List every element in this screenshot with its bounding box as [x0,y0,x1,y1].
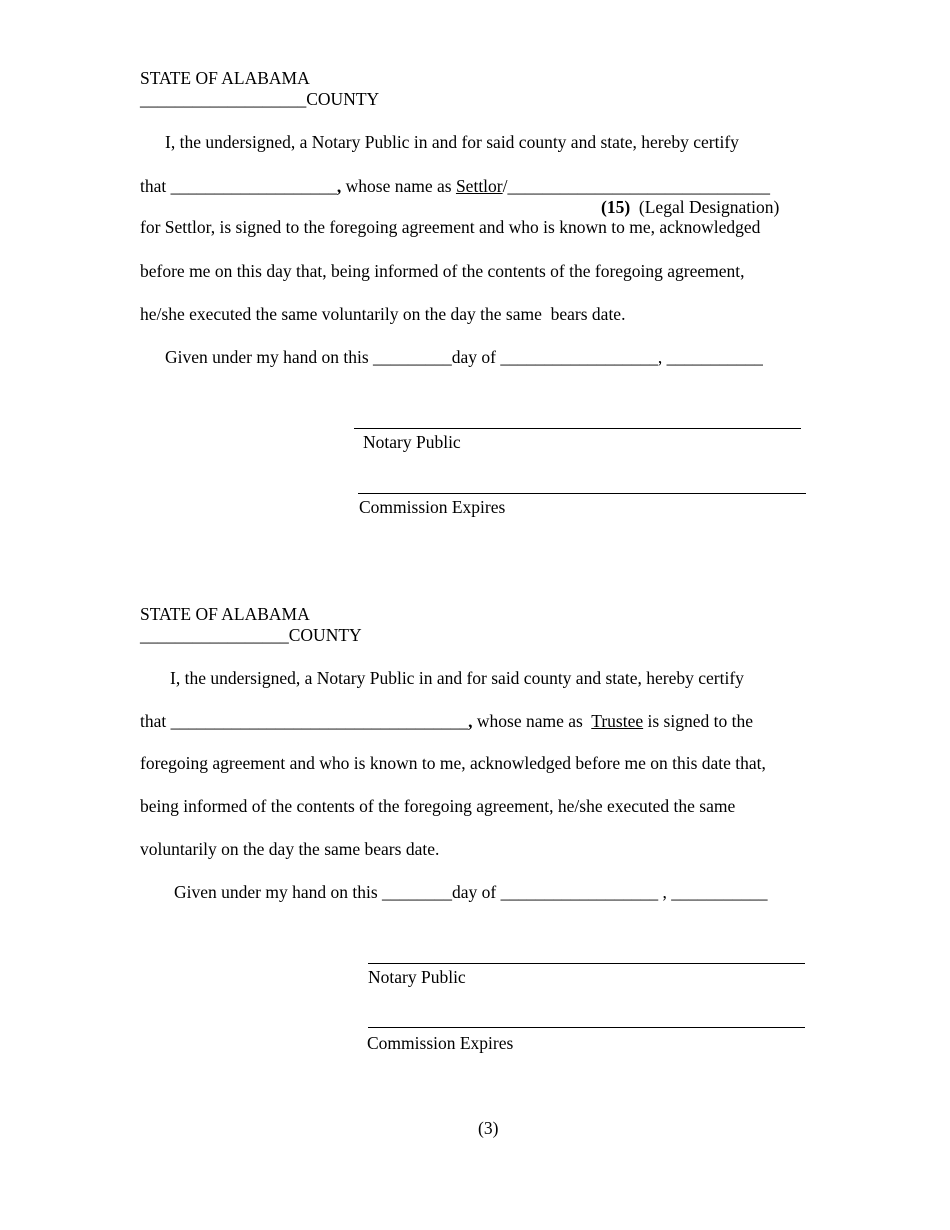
paragraph-line-3: for Settlor, is signed to the foregoing agreement and who is known to me, acknowledged [140,217,761,237]
commission-signature-line [358,493,806,494]
commission-expires-label: Commission Expires [359,497,506,517]
role-trustee: Trustee [591,711,644,731]
paragraph-line-2 [140,176,770,196]
designation-label: (Legal Designation) [638,197,780,217]
notary-signature-line [354,428,801,429]
county-blank: ___________________ [140,89,307,109]
page-number: (3) [478,1118,499,1138]
that-word: that [140,711,167,731]
legal-designation-note [601,197,779,217]
county-line [140,89,379,109]
role-settlor: Settlor [455,176,503,196]
name-blank: __________________________________ [170,711,469,731]
designation-blank: ______________________________ [507,176,770,196]
county-label: COUNTY [288,625,362,645]
paragraph-line-5: voluntarily on the day the same bears date. [140,839,440,859]
notary-public-label: Notary Public [363,432,461,452]
that-word: that [140,176,167,196]
given-under-hand-line: Given under my hand on this ________day of __________________ , ___________ [174,882,768,902]
county-line [140,625,362,645]
county-blank: _________________ [140,625,289,645]
paragraph-line-2 [140,711,753,731]
state-heading: STATE OF ALABAMA [140,604,310,624]
comma: , [468,711,473,731]
name-blank: ___________________ [170,176,337,196]
state-heading: STATE OF ALABAMA [140,68,310,88]
comma: , [336,176,342,196]
paragraph-line-1: I, the undersigned, a Notary Public in and for said county and state, hereby certify [170,668,744,688]
paragraph-line-3: foregoing agreement and who is known to me, acknowledged before me on this date that, [140,753,766,773]
given-under-hand-line: Given under my hand on this _________day of __________________, ___________ [165,347,763,367]
notary-signature-line [368,963,805,964]
paragraph-line-4: being informed of the contents of the foregoing agreement, he/she executed the same [140,796,736,816]
commission-expires-label: Commission Expires [367,1033,514,1053]
commission-signature-line [368,1027,805,1028]
paragraph-line-1: I, the undersigned, a Notary Public in and for said county and state, hereby certify [165,132,739,152]
county-label: COUNTY [306,89,380,109]
after-role: is signed to the [643,711,753,731]
notary-public-label: Notary Public [368,967,466,987]
paragraph-line-4: before me on this day that, being informed of the contents of the foregoing agreement, [140,261,745,281]
paragraph-line-5: he/she executed the same voluntarily on the day the same bears date. [140,304,626,324]
whose-name-as: whose name as [341,176,456,196]
whose-name-as: whose name as [472,711,588,731]
designation-number: (15) [601,197,631,217]
slash: / [502,176,508,196]
